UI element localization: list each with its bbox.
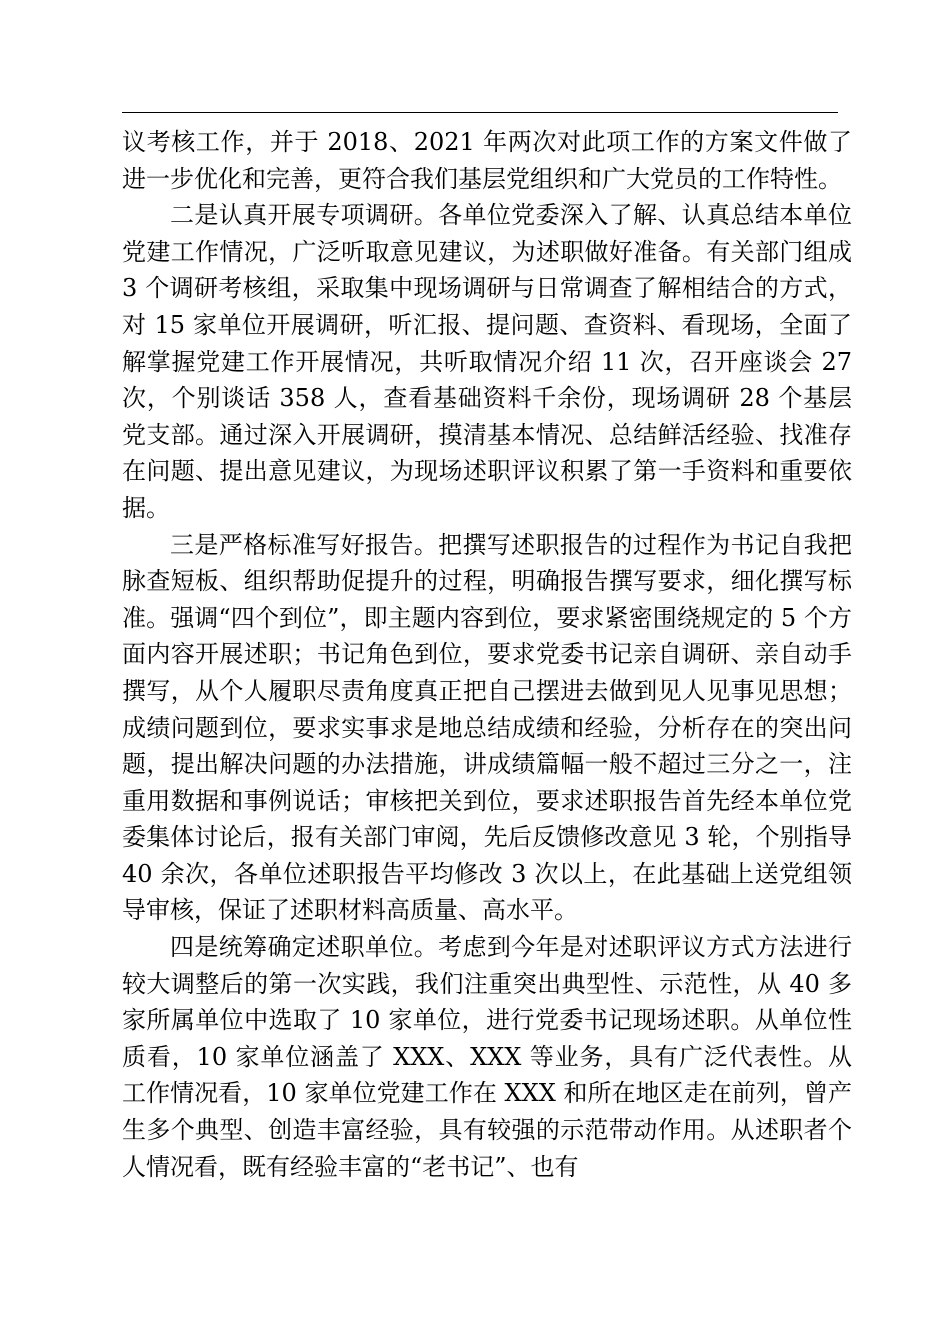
header-rule [122, 112, 838, 113]
document-body [122, 124, 852, 1185]
paragraph-continuation: 议考核工作，并于 2018、2021 年两次对此项工作的方案文件做了进一步优化和完善，更符合我们基层党组织和广大党员的工作特性。 [122, 128, 852, 193]
paragraph-selection: 四是统筹确定述职单位。考虑到今年是对述职评议方式方法进行较大调整后的第一次实践，我们注重突出典型性、示范性，从 40 多家所属单位中选取了 10 家单位，进行党委书记现场述职。从单位性质看，10 家单位涵盖了 XXX、XXX 等业务，具有广泛代表性。从工作情况看，10 家单位党建工作在 XXX 和所在地区走在前列，曾产生多个典型、创造丰富经验，具有较强的示范带动作用。从述职者个人情况看，既有经验丰富的“老书记”、也有 [122, 933, 852, 1181]
paragraph-research: 二是认真开展专项调研。各单位党委深入了解、认真总结本单位党建工作情况，广泛听取意见建议，为述职做好准备。有关部门组成 3 个调研考核组，采取集中现场调研与日常调查了解相结合的方式，对 15 家单位开展调研，听汇报、提问题、查资料、看现场，全面了解掌握党建工作开展情况，共听取情况介绍 11 次，召开座谈会 27 次，个别谈话 358 人，查看基础资料千余份，现场调研 28 个基层党支部。通过深入开展调研，摸清基本情况、总结鲜活经验、找准存在问题、提出意见建议，为现场述职评议积累了第一手资料和重要依据。 [122, 201, 852, 522]
paragraph-report-standards: 三是严格标准写好报告。把撰写述职报告的过程作为书记自我把脉查短板、组织帮助促提升的过程，明确报告撰写要求，细化撰写标准。强调“四个到位”，即主题内容到位，要求紧密围绕规定的 5 个方面内容开展述职；书记角色到位，要求党委书记亲自调研、亲自动手撰写，从个人履职尽责角度真正把自己摆进去做到见人见事见思想；成绩问题到位，要求实事求是地总结成绩和经验，分析存在的突出问题，提出解决问题的办法措施，讲成绩篇幅一般不超过三分之一，注重用数据和事例说话；审核把关到位，要求述职报告首先经本单位党委集体讨论后，报有关部门审阅，先后反馈修改意见 3 轮，个别指导 40 余次，各单位述职报告平均修改 3 次以上，在此基础上送党组领导审核，保证了述职材料高质量、高水平。 [122, 530, 852, 925]
